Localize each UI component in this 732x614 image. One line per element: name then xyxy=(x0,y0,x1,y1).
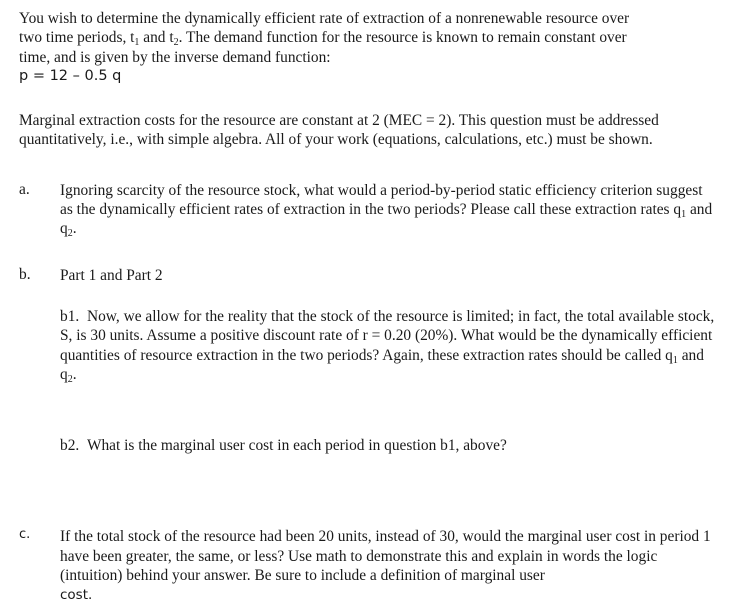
question-b2 xyxy=(60,436,719,455)
question-c xyxy=(19,527,719,605)
question-b2-text: b2. What is the marginal user cost in each period in question b1, above? xyxy=(60,437,507,455)
question-c-letter: c. xyxy=(19,527,31,543)
question-b1-label: b1. xyxy=(60,307,80,325)
question-a-letter: a. xyxy=(19,180,30,198)
subscript-2: 2 xyxy=(173,37,179,49)
question-a xyxy=(19,181,719,239)
question-b2-label: b2. xyxy=(60,437,80,455)
costs-paragraph: Marginal extraction costs for the resource are constant at 2 (MEC = 2). This question must be addressed quantitatively, i.e., with simple algebra. All of your work (equations, calculations, etc.) must be shown. xyxy=(19,112,659,149)
question-b1-text: b1. Now, we allow for the reality that the stock of the resource is limited; in fact, the total available stock, S, is 30 units. Assume a positive discount rate of r = 0.20 (20%). What would be the dynamically efficient quantities of resource extraction in the two periods? Again, these extraction rates should be called $q_1$ and $q_2$. xyxy=(60,307,715,385)
intro-line-2-post: . The demand function for the resource is known to remain constant over xyxy=(178,29,627,47)
intro-paragraph xyxy=(19,9,717,67)
subscript-1: 1 xyxy=(134,37,140,49)
question-b-text: Part 1 and Part 2 xyxy=(60,266,163,284)
question-c-end: cost. xyxy=(60,587,93,604)
question-a-text: Ignoring scarcity of the resource stock, what would a period-by-period static efficiency criterion suggest as the dynamically efficient rates of extraction in the two periods? Please call these extraction rates $q_1$ and $q_2$. xyxy=(60,181,713,240)
question-c-text: If the total stock of the resource had been 20 units, instead of 30, would the marginal user cost in period 1 have been greater, the same, or less? Use math to demonstrate this and explain in words the logic (intuition) behind your answer. Be sure to include a definition of marginal user cost. xyxy=(60,528,711,604)
intro-line-2-mid: and t xyxy=(139,29,174,47)
question-b-letter: b. xyxy=(19,265,31,283)
demand-formula: p = 12 – 0.5 q xyxy=(19,67,122,84)
question-b1 xyxy=(60,307,719,384)
intro-line-3: time, and is given by the inverse demand function: xyxy=(19,48,331,66)
intro-line-2-pre: two time periods, t xyxy=(19,29,135,47)
document xyxy=(19,9,719,606)
intro-line-1: You wish to determine the dynamically efficient rate of extraction of a nonrenewable resource over xyxy=(19,10,630,27)
question-b xyxy=(19,266,719,285)
